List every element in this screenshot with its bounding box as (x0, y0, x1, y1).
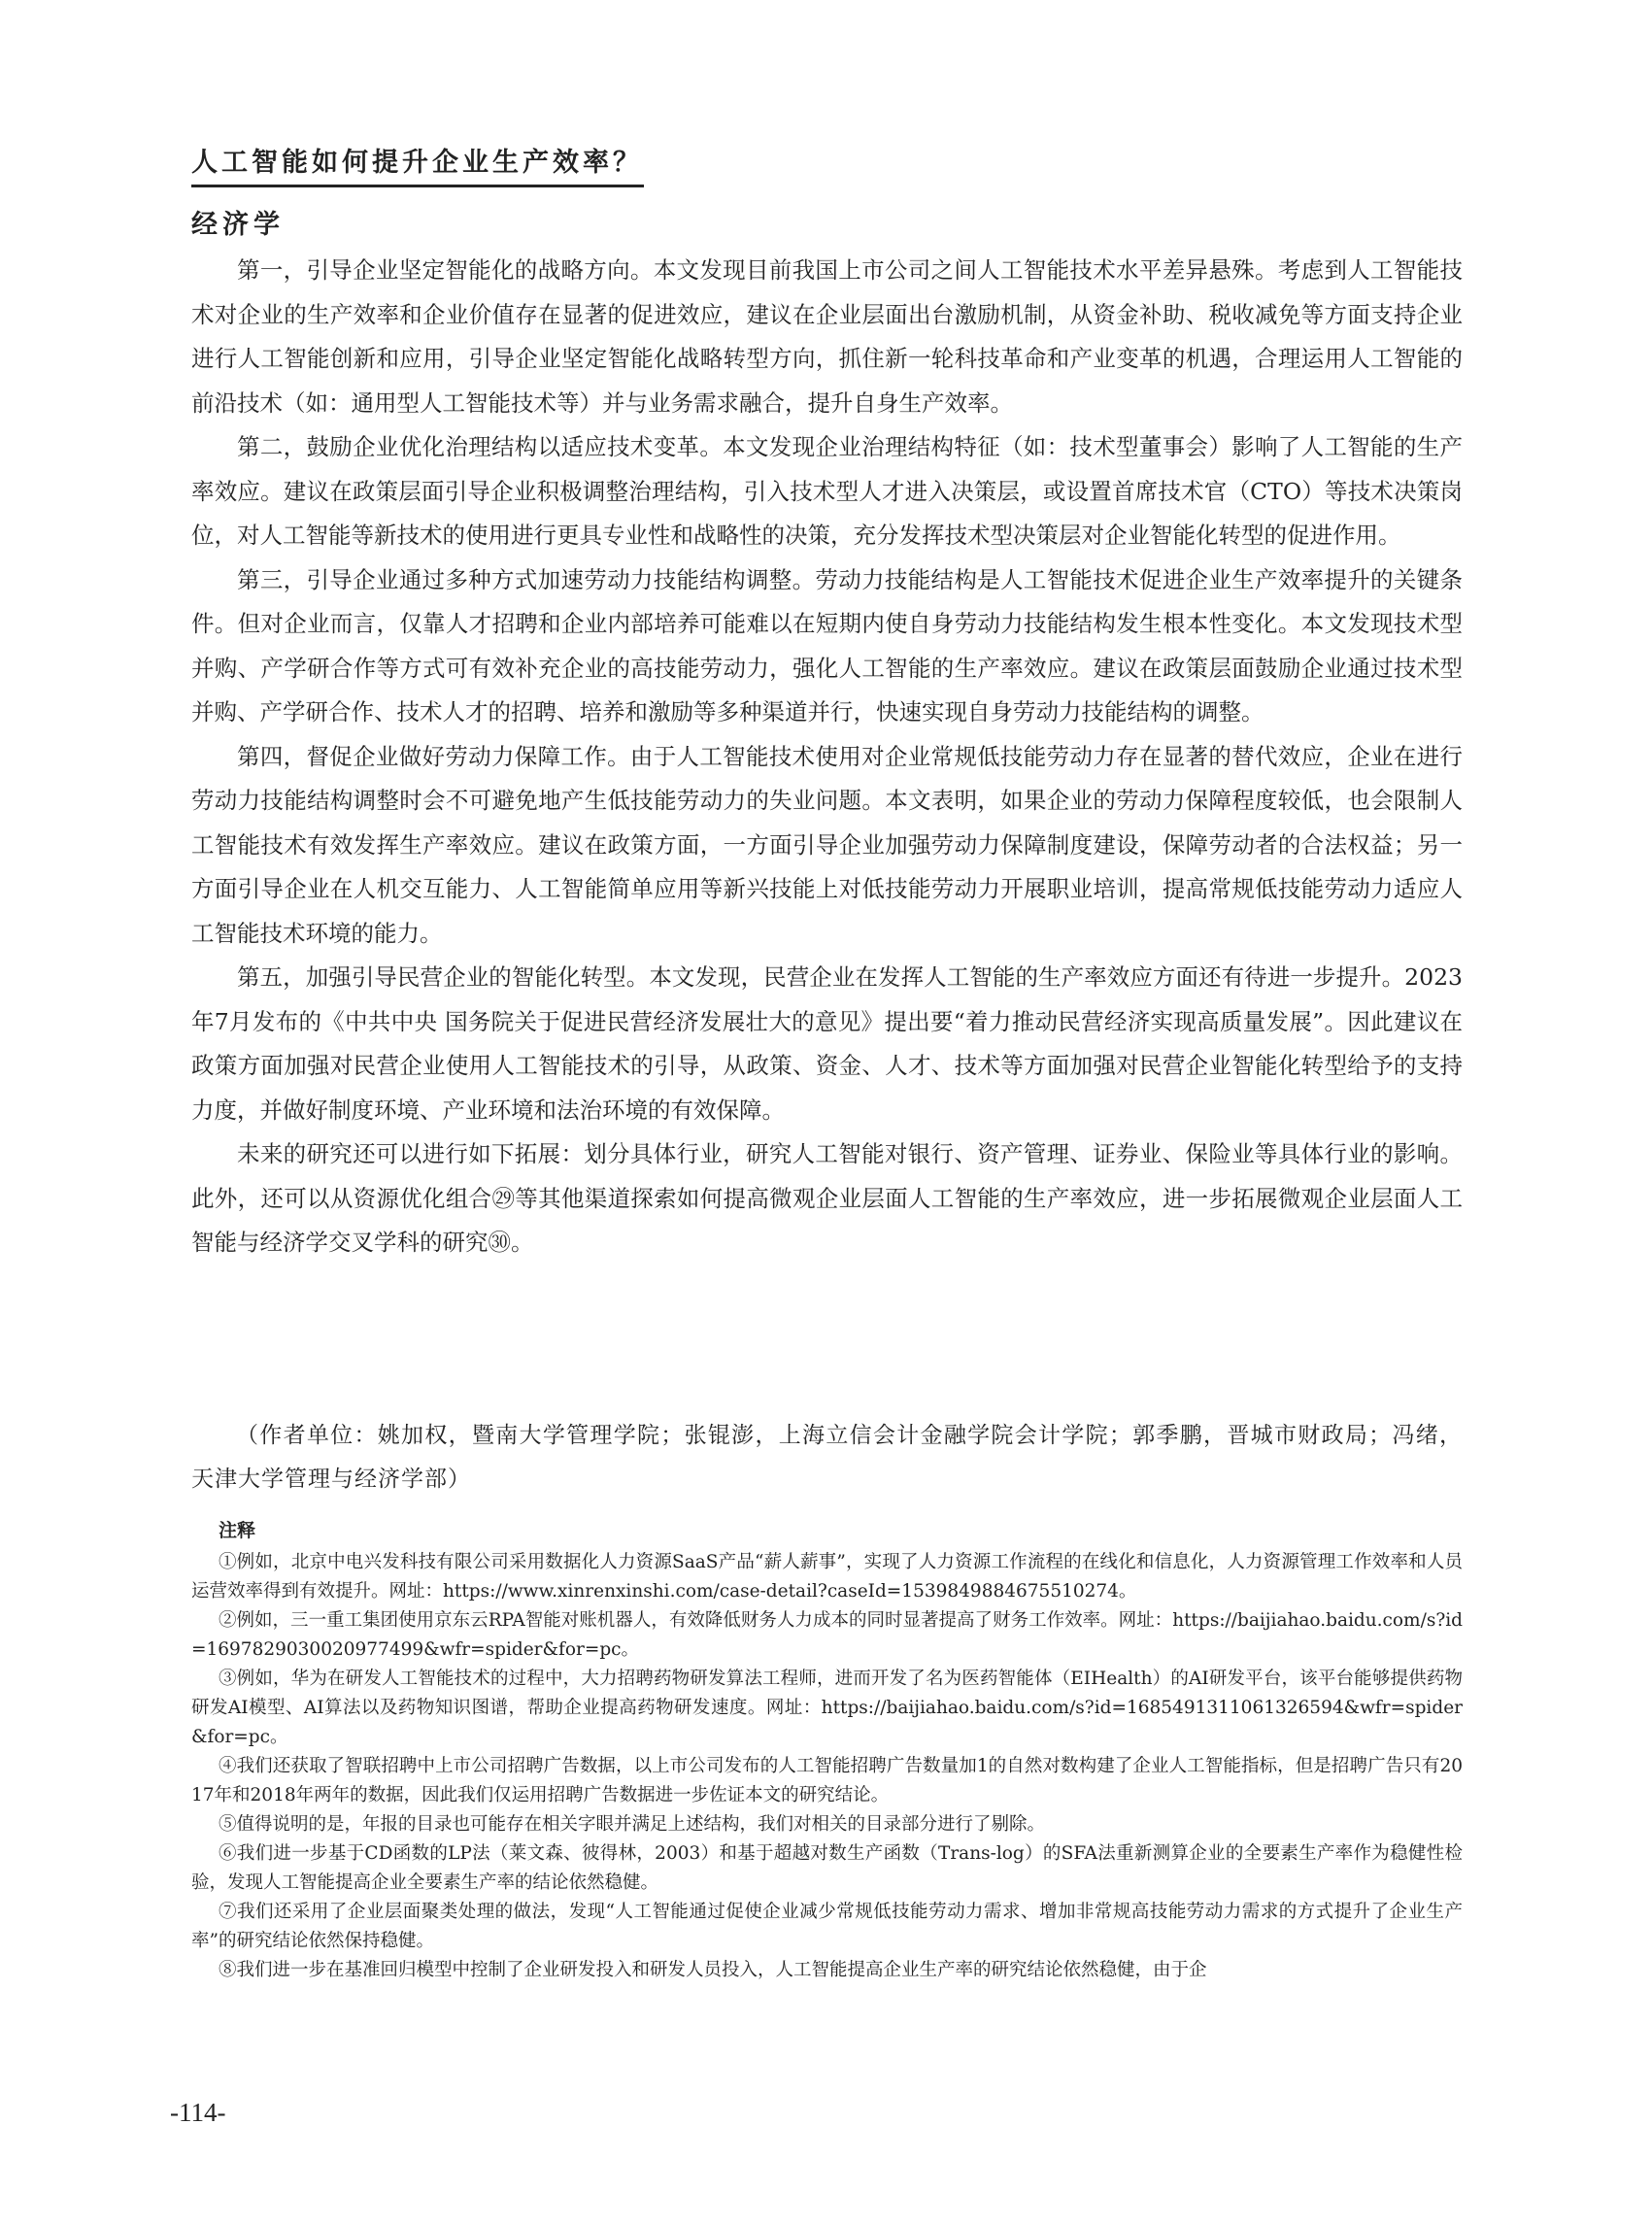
running-header (191, 144, 657, 183)
footnote: ⑧我们进一步在基准回归模型中控制了企业研发投入和研发人员投入，人工智能提高企业生产率的研究结论依然稳健，由于企 (219, 1960, 1207, 1980)
paragraph: 第一，引导企业坚定智能化的战略方向。本文发现目前我国上市公司之间人工智能技术水平差异悬殊。考虑到人工智能技术对企业的生产效率和企业价值存在显著的促进效应，建议在企业层面出台激励机制，从资金补助、税收减免等方面支持企业进行人工智能创新和应用，引导企业坚定智能化战略转型方向，抓住新一轮科技革命和产业变革的机遇，合理运用人工智能的前沿技术（如：通用型人工智能技术等）并与业务需求融合，提升自身生产效率。 (191, 256, 1463, 417)
affiliation-text: （作者单位：姚加权，暨南大学管理学院；张锟澎，上海立信会计金融学院会计学院；郭季鹏，晋城市财政局；冯绪，天津大学管理与经济学部） (191, 1423, 1463, 1492)
header-rule (191, 185, 644, 187)
author-affiliations (191, 1414, 1463, 1501)
footnotes (191, 1548, 1463, 1985)
footnote: ⑦我们还采用了企业层面聚类处理的做法，发现“人工智能通过促使企业减少常规低技能劳动力需求、增加非常规高技能劳动力需求的方式提升了企业生产率”的研究结论依然保持稳健。 (191, 1902, 1463, 1951)
paragraph: 第四，督促企业做好劳动力保障工作。由于人工智能技术使用对企业常规低技能劳动力存在显著的替代效应，企业在进行劳动力技能结构调整时会不可避免地产生低技能劳动力的失业问题。本文表明，如果企业的劳动力保障程度较低，也会限制人工智能技术有效发挥生产率效应。建议在政策方面，一方面引导企业加强劳动力保障制度建设，保障劳动者的合法权益；另一方面引导企业在人机交互能力、人工智能简单应用等新兴技能上对低技能劳动力开展职业培训，提高常规低技能劳动力适应人工智能技术环境的能力。 (191, 742, 1463, 947)
running-title: 人工智能如何提升企业生产效率？ (191, 148, 643, 178)
paragraph: 第二，鼓励企业优化治理结构以适应技术变革。本文发现企业治理结构特征（如：技术型董事会）影响了人工智能的生产率效应。建议在政策层面引导企业积极调整治理结构，引入技术型人才进入决策层，或设置首席技术官（CTO）等技术决策岗位，对人工智能等新技术的使用进行更具专业性和战略性的决策，充分发挥技术型决策层对企业智能化转型的促进作用。 (191, 433, 1463, 549)
notes-heading: 注释 (219, 1520, 256, 1541)
footnote: ②例如，三一重工集团使用京东云RPA智能对账机器人，有效降低财务人力成本的同时显著提高了财务工作效率。网址：https://baijiahao.baidu.com/s?id=1697829030020977499&wfr=spider&for=pc。 (191, 1610, 1463, 1660)
paragraph: 未来的研究还可以进行如下拓展：划分具体行业，研究人工智能对银行、资产管理、证券业、保险业等具体行业的影响。此外，还可以从资源优化组合㉙等其他渠道探索如何提高微观企业层面人工智能的生产率效应，进一步拓展微观企业层面人工智能与经济学交叉学科的研究㉚。 (191, 1140, 1463, 1256)
article-body (191, 249, 1463, 1265)
page-number: -114- (170, 2098, 226, 2127)
footnote: ④我们还获取了智联招聘中上市公司招聘广告数据，以上市公司发布的人工智能招聘广告数量加1的自然对数构建了企业人工智能指标，但是招聘广告只有2017年和2018年两年的数据，因此我们仅运用招聘广告数据进一步佐证本文的研究结论。 (191, 1756, 1463, 1805)
footnote: ③例如，华为在研发人工智能技术的过程中，大力招聘药物研发算法工程师，进而开发了名为医药智能体（EIHealth）的AI研发平台，该平台能够提供药物研发AI模型、AI算法以及药物知识图谱，帮助企业提高药物研发速度。网址：https://baijiahao.baidu.com/s?id=1685491311061326594&wfr=spider&for=pc。 (191, 1669, 1463, 1747)
paragraph: 第五，加强引导民营企业的智能化转型。本文发现，民营企业在发挥人工智能的生产率效应方面还有待进一步提升。2023年7月发布的《中共中央 国务院关于促进民营经济发展壮大的意见》提出要“着力推动民营经济实现高质量发展”。因此建议在政策方面加强对民营企业使用人工智能技术的引导，从政策、资金、人才、技术等方面加强对民营企业智能化转型给予的支持力度，并做好制度环境、产业环境和法治环境的有效保障。 (191, 963, 1463, 1124)
paragraph: 第三，引导企业通过多种方式加速劳动力技能结构调整。劳动力技能结构是人工智能技术促进企业生产效率提升的关键条件。但对企业而言，仅靠人才招聘和企业内部培养可能难以在短期内使自身劳动力技能结构发生根本性变化。本文发现技术型并购、产学研合作等方式可有效补充企业的高技能劳动力，强化人工智能的生产率效应。建议在政策层面鼓励企业通过技术型并购、产学研合作、技术人才的招聘、培养和激励等多种渠道并行，快速实现自身劳动力技能结构的调整。 (191, 565, 1463, 725)
footnote: ①例如，北京中电兴发科技有限公司采用数据化人力资源SaaS产品“薪人薪事”，实现了人力资源工作流程的在线化和信息化，人力资源管理工作效率和人员运营效率得到有效提升。网址：https://www.xinrenxinshi.com/case-detail?caseId=1539849884675510274。 (191, 1552, 1463, 1602)
section-label: 经济学 (191, 210, 285, 240)
footnote: ⑤值得说明的是，年报的目录也可能存在相关字眼并满足上述结构，我们对相关的目录部分进行了剔除。 (219, 1814, 1046, 1835)
footnote: ⑥我们进一步基于CD函数的LP法（莱文森、彼得林，2003）和基于超越对数生产函数（Trans-log）的SFA法重新测算企业的全要素生产率作为稳健性检验，发现人工智能提高企业全要素生产率的结论依然稳健。 (191, 1843, 1463, 1893)
